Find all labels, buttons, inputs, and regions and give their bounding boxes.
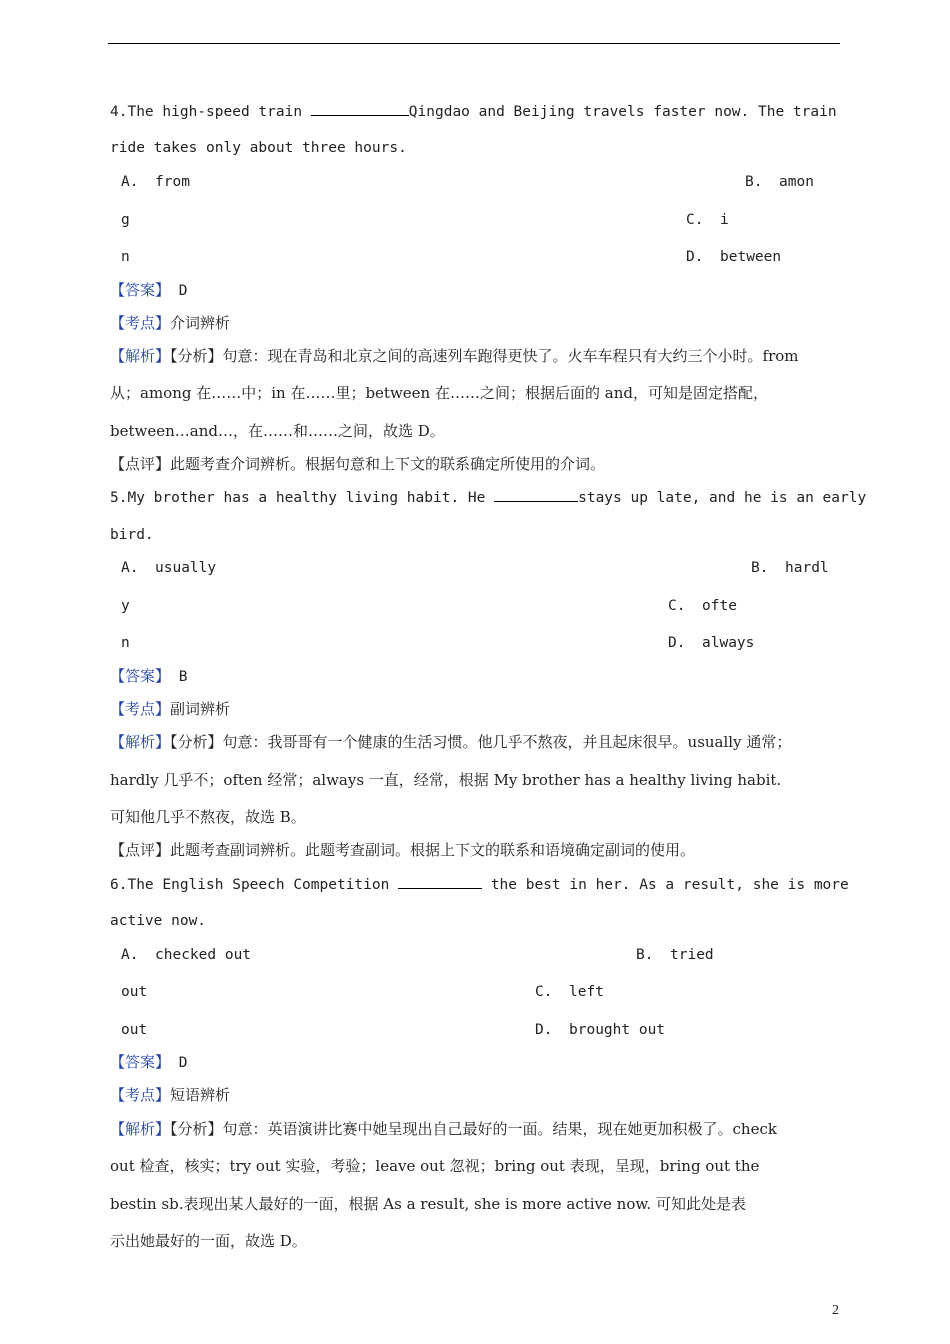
- fenxi-tag: 【分析】: [170, 1120, 223, 1138]
- option-text: left: [569, 984, 604, 1000]
- jiexi-tag: 【解析】: [110, 347, 171, 365]
- option-letter: A.: [121, 560, 139, 576]
- q4-jiexi-line1: [110, 346, 799, 366]
- q5-blank: [494, 487, 578, 502]
- option-letter: C.: [535, 984, 553, 1000]
- kaodian-tag: 【考点】: [110, 700, 171, 718]
- q6-option-d: [535, 1020, 665, 1040]
- q5-option-b: [751, 558, 829, 578]
- q5-stem-part-a: 5.My brother has a healthy living habit. He: [110, 490, 495, 506]
- jiexi-text: 句意：我哥哥有一个健康的生活习惯。他几乎不熬夜，并且起床很早。usually 通常；: [222, 733, 792, 751]
- q5-option-d: [668, 633, 754, 653]
- q4-stem-line1: [110, 101, 837, 122]
- option-letter: A.: [121, 174, 139, 190]
- q4-option-b: [745, 172, 814, 192]
- q6-option-a: [121, 945, 251, 965]
- dianping-tag: 【点评】: [110, 455, 171, 473]
- answer-value: D: [170, 1055, 188, 1071]
- jiexi-tag: 【解析】: [110, 733, 171, 751]
- option-text: brought out: [569, 1022, 666, 1038]
- q4-option-d: [686, 247, 781, 267]
- q6-stem-part-a: 6.The English Speech Competition: [110, 877, 399, 893]
- q4-dianping: [110, 454, 605, 474]
- q6-answer: [110, 1052, 187, 1073]
- kaodian-text: 短语辨析: [170, 1086, 231, 1104]
- q6-stem-part-b: the best in her. As a result, she is more: [482, 877, 849, 893]
- option-text: tried: [670, 947, 714, 963]
- q6-stem-line1: [110, 874, 849, 895]
- option-letter: D.: [668, 635, 686, 651]
- option-text: from: [155, 174, 190, 190]
- header-rule: [108, 43, 840, 44]
- q5-option-c: [668, 596, 737, 616]
- q4-wrap-2: n: [121, 249, 130, 265]
- q4-jiexi-line2: 从；among 在……中；in 在……里；between 在……之间；根据后面的 and，可知是固定搭配，: [110, 384, 768, 402]
- answer-tag: 【答案】: [110, 281, 171, 299]
- q5-jiexi-line2: hardly 几乎不；often 经常；always 一直，经常，根据 My brother has a healthy living habit.: [110, 771, 782, 789]
- option-text: checked out: [155, 947, 252, 963]
- q6-jiexi-line2: out 检查，核实；try out 实验，考验；leave out 忽视；bring out 表现，呈现，bring out the: [110, 1157, 760, 1175]
- q6-blank: [398, 874, 482, 889]
- answer-tag: 【答案】: [110, 667, 171, 685]
- q6-jiexi-line1: [110, 1119, 777, 1139]
- q5-stem-part-b: stays up late, and he is an early: [578, 490, 867, 506]
- option-letter: B.: [751, 560, 769, 576]
- jiexi-text: 句意：现在青岛和北京之间的高速列车跑得更快了。火车车程只有大约三个小时。from: [222, 347, 799, 365]
- jiexi-tag: 【解析】: [110, 1120, 171, 1138]
- q4-blank: [311, 101, 409, 116]
- q6-wrap-1: out: [121, 984, 148, 1000]
- dianping-text: 此题考查副词辨析。此题考查副词。根据上下文的联系和语境确定副词的使用。: [170, 841, 696, 859]
- q6-jiexi-line3: bestin sb.表现出某人最好的一面，根据 As a result, she is more active now. 可知此处是表: [110, 1195, 746, 1213]
- q4-stem-part-a: 4.The high-speed train: [110, 104, 311, 120]
- q4-wrap-1: g: [121, 212, 130, 228]
- q5-jiexi-line1: [110, 732, 791, 752]
- q6-stem-line2: active now.: [110, 913, 207, 929]
- q5-stem-line1: [110, 487, 866, 508]
- q4-option-c: [686, 210, 729, 230]
- q5-wrap-1: y: [121, 598, 130, 614]
- option-text: usually: [155, 560, 217, 576]
- q4-stem-line2: ride takes only about three hours.: [110, 140, 407, 156]
- q4-stem-part-b: Qingdao and Beijing travels faster now. The train: [408, 104, 837, 120]
- q5-wrap-2: n: [121, 635, 130, 651]
- q6-kaodian: [110, 1085, 230, 1105]
- q5-dianping: [110, 840, 695, 860]
- option-text: always: [702, 635, 755, 651]
- option-text: ofte: [702, 598, 737, 614]
- answer-value: D: [170, 283, 188, 299]
- option-letter: C.: [668, 598, 686, 614]
- q6-option-c: [535, 982, 604, 1002]
- option-letter: D.: [686, 249, 704, 265]
- kaodian-tag: 【考点】: [110, 1086, 171, 1104]
- q5-stem-line2: bird.: [110, 527, 154, 543]
- jiexi-text: 句意：英语演讲比赛中她呈现出自己最好的一面。结果，现在她更加积极了。check: [222, 1120, 777, 1138]
- answer-value: B: [170, 669, 188, 685]
- kaodian-text: 副词辨析: [170, 700, 231, 718]
- option-letter: A.: [121, 947, 139, 963]
- option-text: i: [720, 212, 729, 228]
- answer-tag: 【答案】: [110, 1053, 171, 1071]
- q4-answer: [110, 280, 187, 301]
- q5-answer: [110, 666, 187, 687]
- fenxi-tag: 【分析】: [170, 347, 223, 365]
- q4-option-a: [121, 172, 190, 192]
- option-letter: C.: [686, 212, 704, 228]
- q5-jiexi-line3: 可知他几乎不熬夜，故选 B。: [110, 808, 306, 826]
- option-letter: B.: [636, 947, 654, 963]
- q5-option-a: [121, 558, 216, 578]
- dianping-tag: 【点评】: [110, 841, 171, 859]
- q5-kaodian: [110, 699, 230, 719]
- dianping-text: 此题考查介词辨析。根据句意和上下文的联系确定所使用的介词。: [170, 455, 606, 473]
- option-text: amon: [779, 174, 814, 190]
- q6-jiexi-line4: 示出她最好的一面，故选 D。: [110, 1232, 307, 1250]
- kaodian-tag: 【考点】: [110, 314, 171, 332]
- option-letter: B.: [745, 174, 763, 190]
- q4-kaodian: [110, 313, 230, 333]
- kaodian-text: 介词辨析: [170, 314, 231, 332]
- option-text: between: [720, 249, 782, 265]
- q6-option-b: [636, 945, 714, 965]
- q6-wrap-2: out: [121, 1022, 148, 1038]
- option-text: hardl: [785, 560, 829, 576]
- page-number: 2: [832, 1303, 839, 1318]
- q4-jiexi-line3: between…and…，在……和……之间，故选 D。: [110, 422, 445, 440]
- option-letter: D.: [535, 1022, 553, 1038]
- fenxi-tag: 【分析】: [170, 733, 223, 751]
